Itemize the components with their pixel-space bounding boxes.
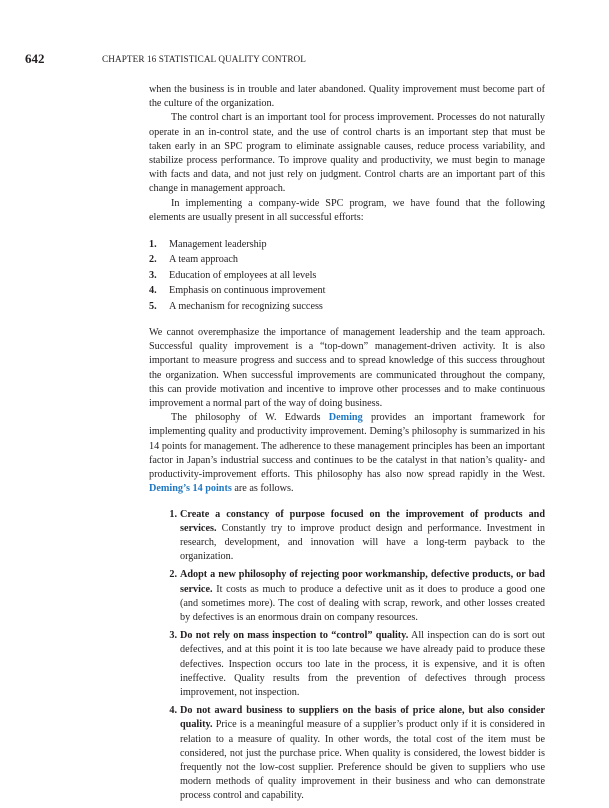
list-item: 3. Education of employees at all levels bbox=[149, 269, 317, 281]
paragraph: We cannot overemphasize the importance of management leadership and the team approach. Successful quality improvement is a “top-down” management-driven activity. It is also important to measure progress and success and to spread knowledge of this success throughout the organization. When successful improvements are communicated throughout the company, this can provide motivation and incentive to improve other processes and to make continuous improvement a normal part of the way of doing business. bbox=[149, 327, 545, 410]
body-text bbox=[149, 83, 545, 808]
paragraph: when the business is in trouble and later abandoned. Quality improvement must become part of the culture of the organization. bbox=[149, 84, 545, 110]
page-number: 642 bbox=[25, 51, 45, 66]
running-head: CHAPTER 16 STATISTICAL QUALITY CONTROL bbox=[102, 54, 306, 64]
deming-point: 1. Create a constancy of purpose focused on the improvement of products and services. Constantly try to improve product design and performance. Investment in research, development, and innovation will have a long-term payback to the organization. bbox=[169, 508, 545, 563]
deming-points-list bbox=[149, 508, 545, 804]
deming-point: 2. Adopt a new philosophy of rejecting poor workmanship, defective products, or bad service. It costs as much to produce a defective unit as it does to produce a good one (and sometimes more). The cost of dealing with scrap, rework, and other losses created by defectives is an enormous drain on company resources. bbox=[169, 569, 545, 623]
list-item: 1. Management leadership bbox=[149, 239, 267, 251]
paragraph: In implementing a company-wide SPC program, we have found that the following elements are usually present in all successful efforts: bbox=[149, 197, 545, 223]
list-item: 4. Emphasis on continuous improvement bbox=[149, 285, 326, 297]
paragraph: The philosophy of W. Edwards Deming provides an important framework for implementing quality and productivity improvement. Deming’s philosophy is summarized in his 14 points for management. The adherence to these management principles has been an important factor in Japan’s industrial success and continues to be the catalyst in that nation’s quality- and productivity-improvement efforts. This philosophy has also now spread rapidly in the West. Deming’s 14 points are as follows. bbox=[149, 412, 545, 495]
list-item: 5. A mechanism for recognizing success bbox=[149, 300, 323, 312]
list-item: 2. A team approach bbox=[149, 254, 239, 266]
page-header bbox=[25, 51, 585, 67]
demings-14-points-link[interactable]: Deming’s 14 points bbox=[149, 483, 232, 495]
deming-point: 3. Do not rely on mass inspection to “control” quality. All inspection can do is sort out defectives, and at this point it is too late because we have already paid to produce these defectives. Inspection occurs too late in the process, it is expensive, and it is often ineffective. Quality results from the prevention of defectives through process improvement, not inspection. bbox=[169, 630, 545, 698]
deming-point: 4. Do not award business to suppliers on the basis of price alone, but also consider quality. Price is a meaningful measure of a supplier’s product only if it is considered in relation to a measure of quality. In other words, the total cost of the item must be considered, not just the purchase price. When quality is considered, the lowest bidder is frequently not the low-cost supplier. Preference should be given to suppliers who use modern methods of quality improvement in their business and who can demonstrate process control and capability. bbox=[169, 705, 545, 802]
deming-link[interactable]: Deming bbox=[328, 412, 363, 424]
success-elements-list bbox=[149, 237, 545, 314]
paragraph: The control chart is an important tool for process improvement. Processes do not naturally operate in an in-control state, and the use of control charts is an important step that must be taken early in an SPC program to eliminate assignable causes, reduce process variability, and stabilize process performance. To improve quality and productivity, we must begin to manage with facts and data, and not just rely on judgment. Control charts are an important part of this change in management approach. bbox=[149, 112, 545, 195]
